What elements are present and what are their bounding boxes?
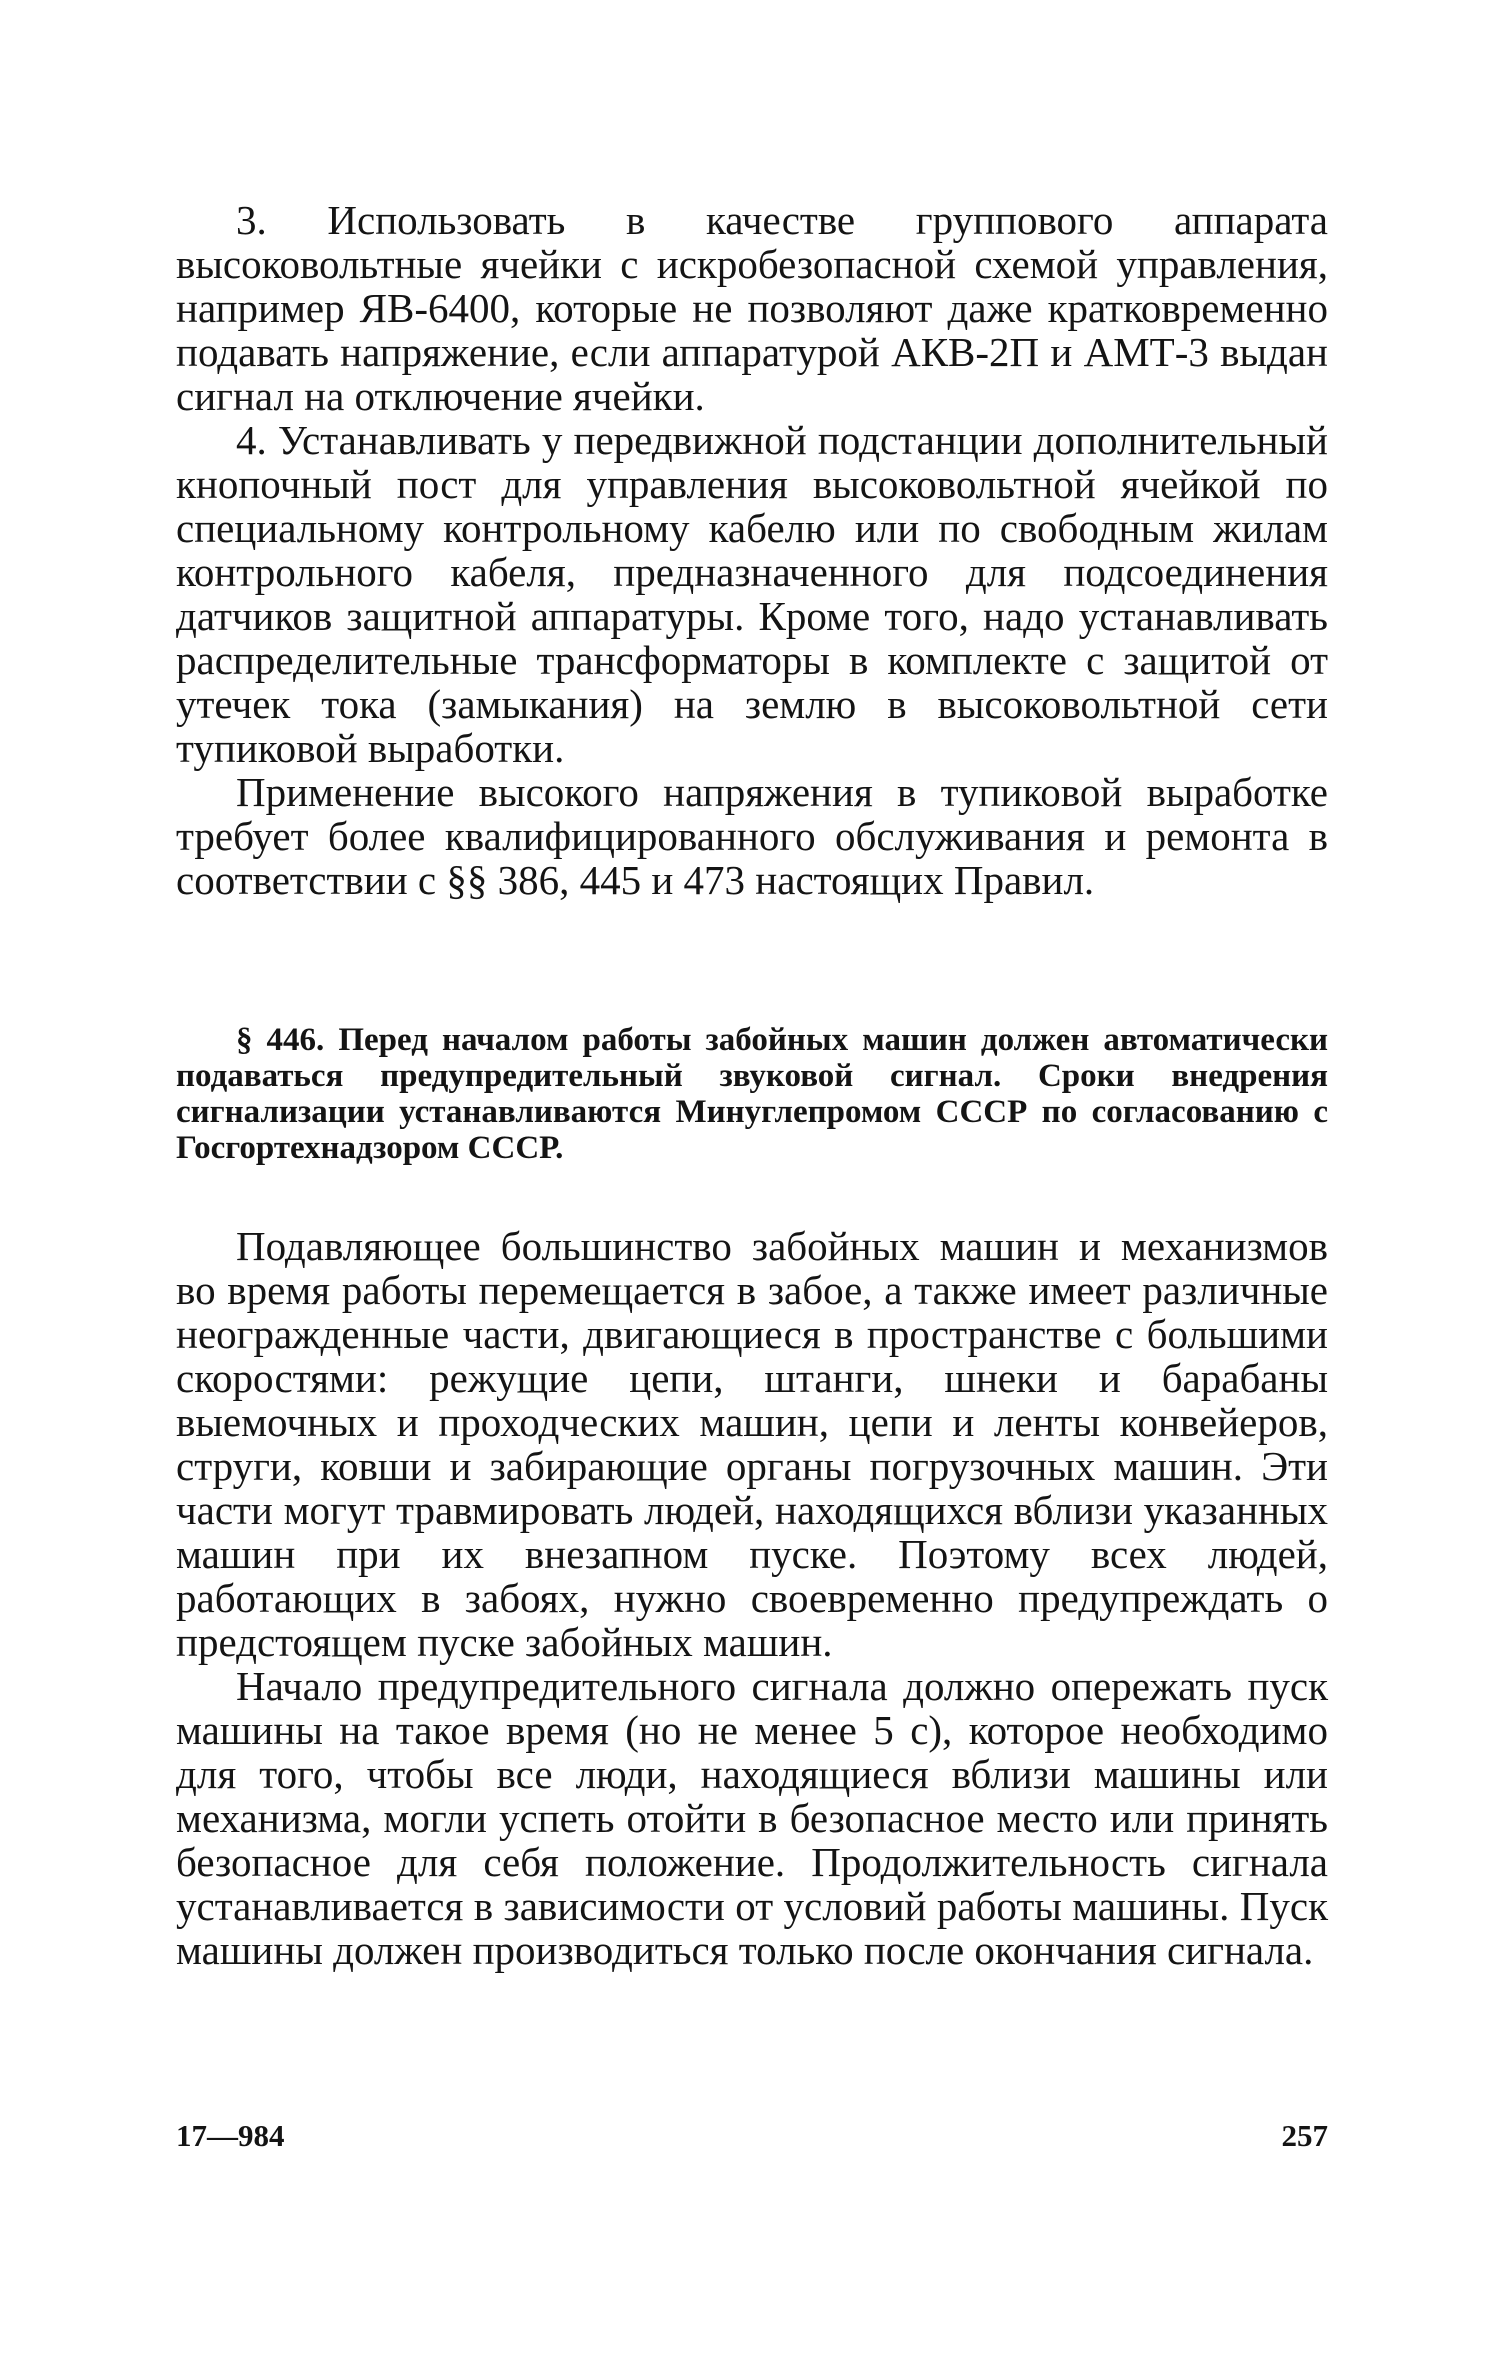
page-footer bbox=[176, 2118, 1328, 2158]
paragraph-high-voltage: Применение высокого напряжения в тупиковой выработке требует более квалифицированного обслуживания и ремонта в соответствии с §§ 386, 445 и 473 настоящих Правил. bbox=[176, 769, 1328, 903]
rule-paragraph: § 446. Перед началом работы забойных машин должен автоматически подаваться предупредительный звуковой сигнал. Сроки внедрения сигнализации устанавливаются Минуглепромом СССР по согласованию с Госгортехнадзором СССР. bbox=[176, 1022, 1328, 1166]
paragraph-signal: Начало предупредительного сигнала должно опережать пуск машины на такое время (но не менее 5 с), которое необходимо для того, чтобы все люди, находящиеся вблизи машины или механизма, могли успеть отойти в безопасное место или принять безопасное для себя положение. Продолжительность сигнала устанавливается в зависимости от условий работы машины. Пуск машины должен производиться только после окончания сигнала. bbox=[176, 1663, 1328, 1973]
text-block-top bbox=[176, 198, 1328, 902]
text-block-bottom bbox=[176, 1224, 1328, 1972]
paragraph-machines: Подавляющее большинство забойных машин и механизмов во время работы перемещается в забое, а также имеет различные неогражденные части, двигающиеся в пространстве с большими скоростями: режущие цепи, штанги, шнеки и барабаны выемочных и проходческих машин, цепи и ленты конвейеров, струги, ковши и забирающие органы погрузочных машин. Эти части могут травмировать людей, находящихся вблизи указанных машин при их внезапном пуске. Поэтому всех людей, работающих в забоях, нужно своевременно предупреждать о предстоящем пуске забойных машин. bbox=[176, 1223, 1328, 1665]
page-number: 257 bbox=[1281, 2118, 1328, 2153]
rule-section-446 bbox=[176, 1022, 1328, 1166]
paragraph-item-3: 3. Использовать в качестве группового аппарата высоковольтные ячейки с искробезопасной схемой управления, например ЯВ-6400, которые не позволяют даже кратковременно подавать напряжение, если аппаратурой АКВ-2П и АМТ-3 выдан сигнал на отключение ячейки. bbox=[176, 197, 1328, 419]
signature-mark: 17—984 bbox=[176, 2118, 285, 2153]
paragraph-item-4: 4. Устанавливать у передвижной подстанции дополнительный кнопочный пост для управления высоковольтной ячейкой по специальному контрольному кабелю или по свободным жилам контрольного кабеля, предназначенного для подсоединения датчиков защитной аппаратуры. Кроме того, надо устанавливать распределительные трансформаторы в комплекте с защитой от утечек тока (замыкания) на землю в высоковольтной сети тупиковой выработки. bbox=[176, 417, 1328, 771]
